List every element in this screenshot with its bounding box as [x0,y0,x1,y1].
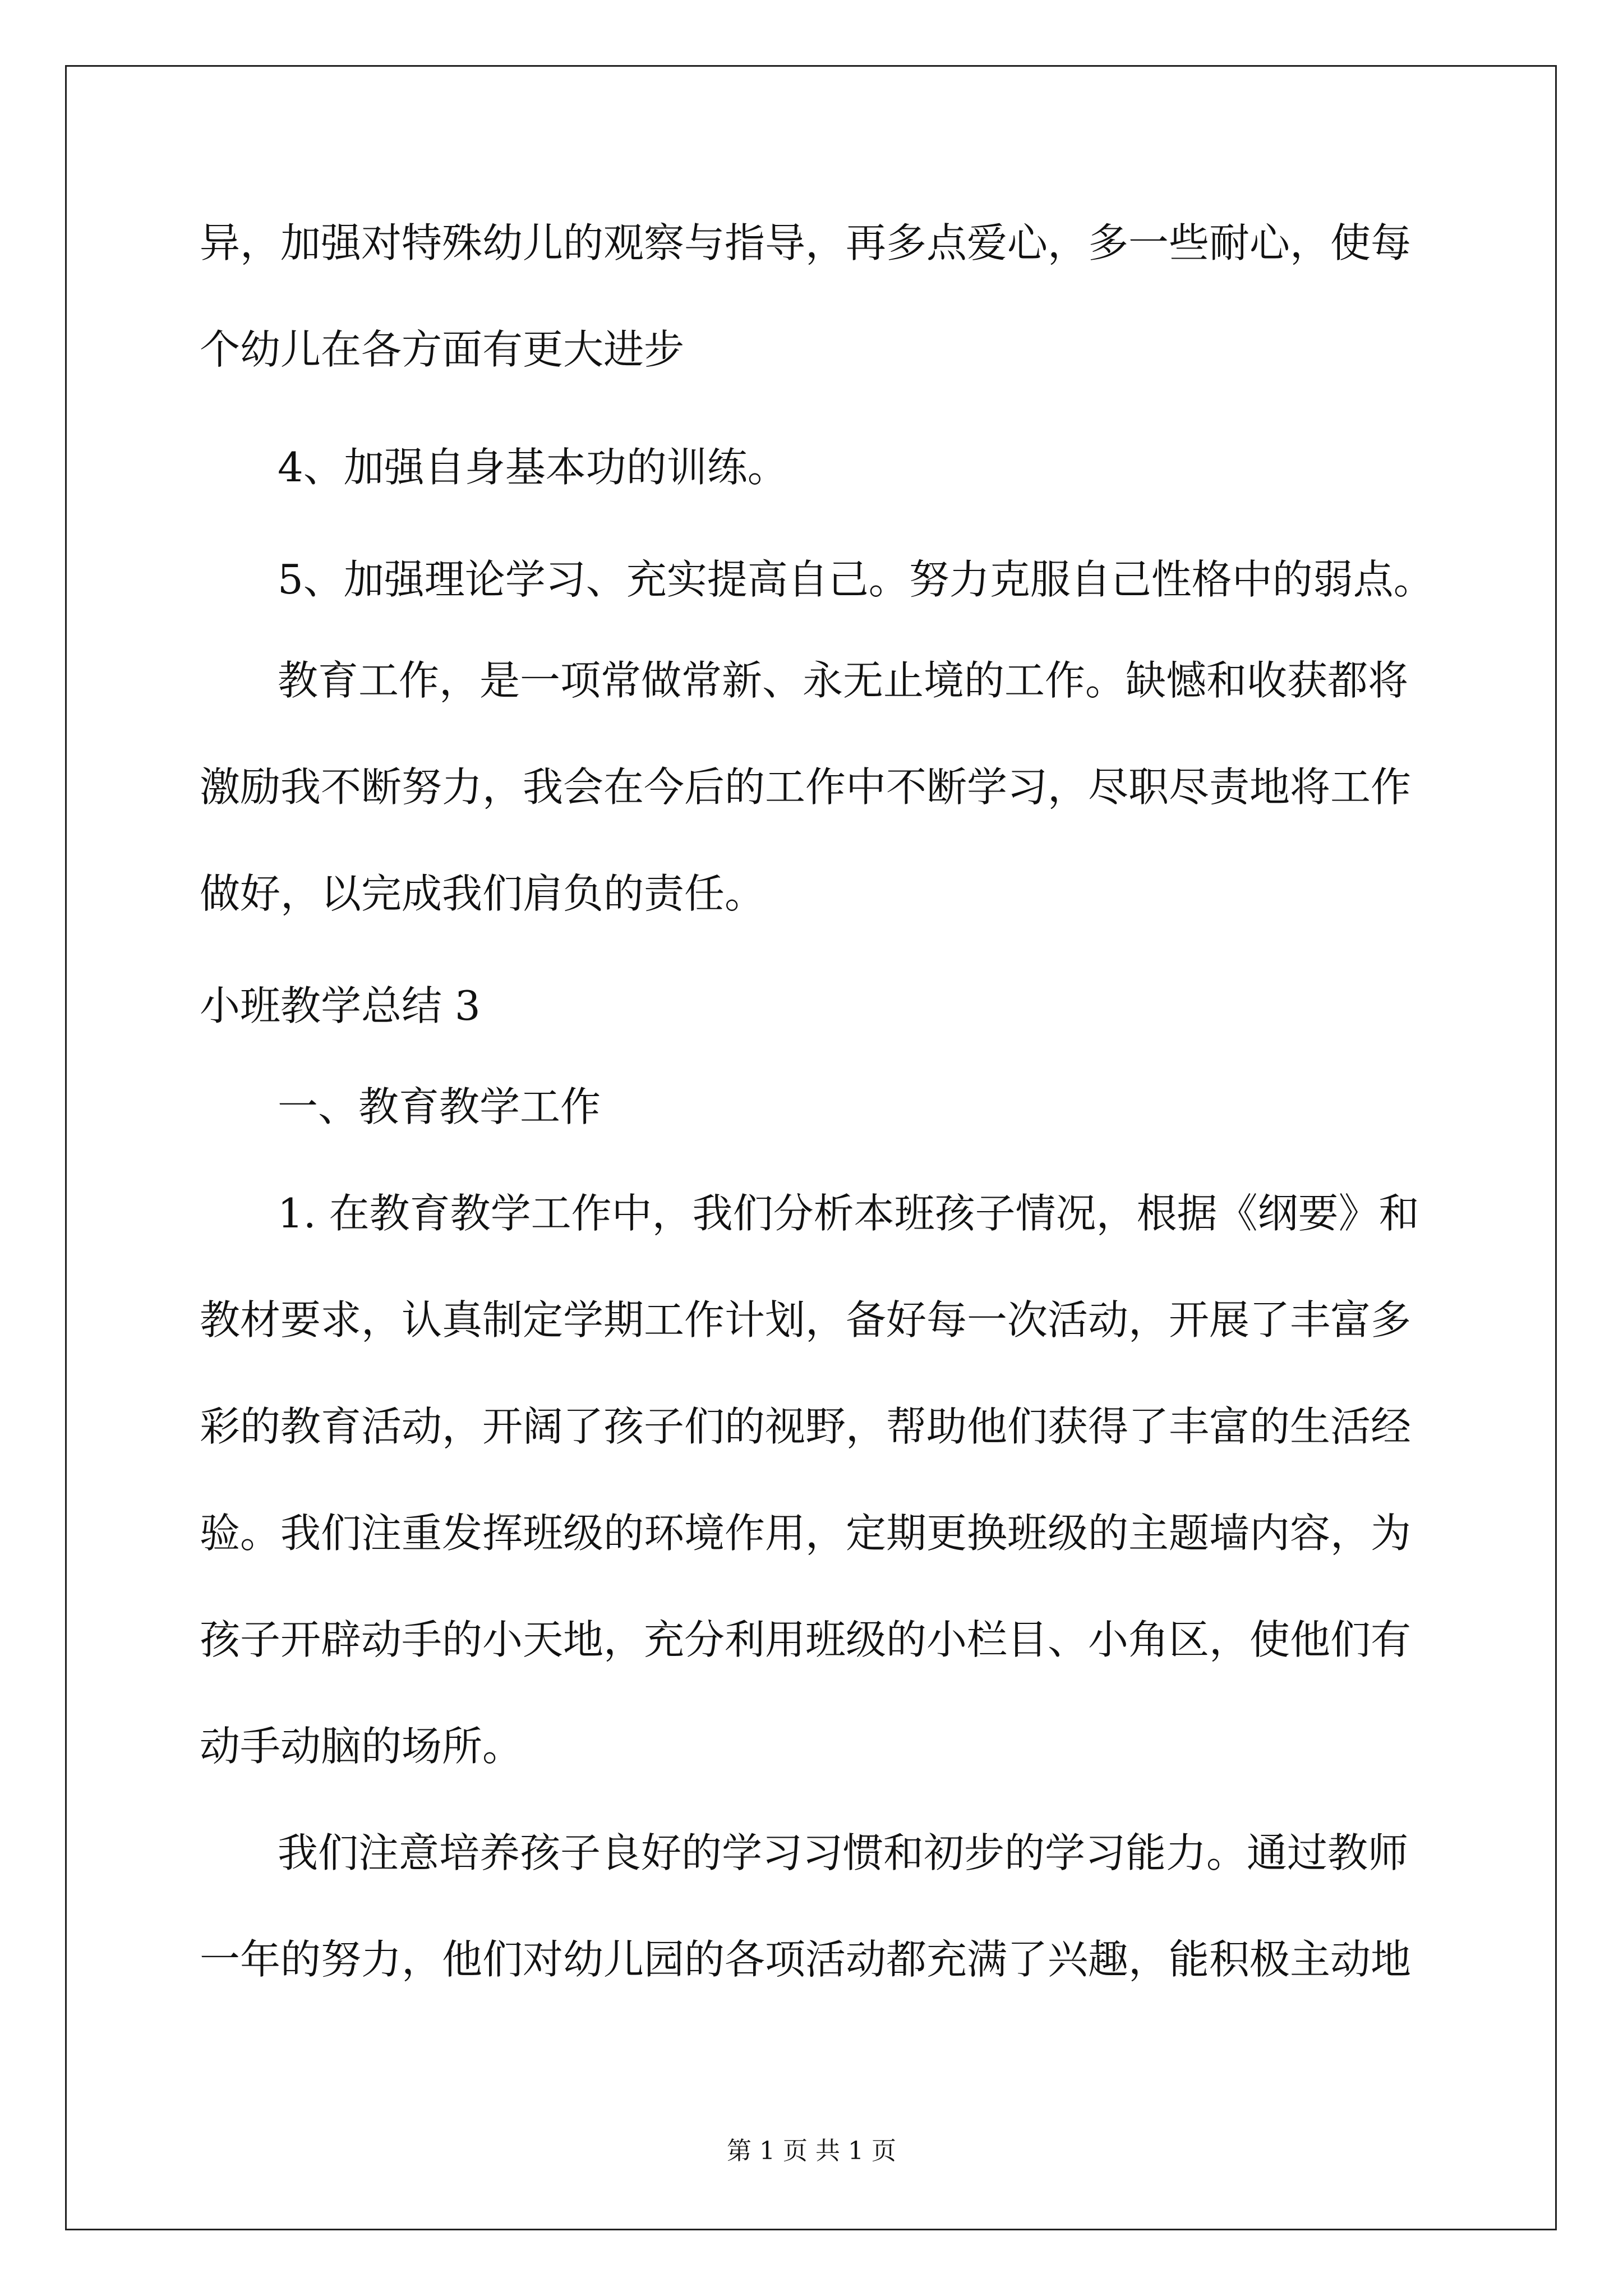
page-footer: 第 1 页 共 1 页 [727,2137,896,2165]
paragraph-line: 验。我们注重发挥班级的环境作用，定期更换班级的主题墙内容，为 [200,1510,1412,1557]
section-heading: 一、教育教学工作 [278,1083,601,1130]
paragraph-line: 个幼儿在各方面有更大进步 [200,326,685,373]
list-item: 5、加强理论学习、充实提高自己。努力克服自己性格中的弱点。 [278,556,1434,603]
paragraph-line: 我们注意培养孩子良好的学习习惯和初步的学习能力。通过教师 [278,1829,1409,1876]
paragraph-line: 一年的努力，他们对幼儿园的各项活动都充满了兴趣，能积极主动地 [200,1936,1412,1983]
paragraph-line: 彩的教育活动，开阔了孩子们的视野，帮助他们获得了丰富的生活经 [200,1403,1412,1450]
paragraph-line: 异，加强对特殊幼儿的观察与指导，再多点爱心，多一些耐心，使每 [200,219,1412,266]
paragraph-line: 孩子开辟动手的小天地，充分利用班级的小栏目、小角区，使他们有 [200,1616,1412,1663]
paragraph-line: 动手动脑的场所。 [200,1723,523,1770]
paragraph-line: 教育工作，是一项常做常新、永无止境的工作。缺憾和收获都将 [278,657,1409,704]
section-title: 小班教学总结 3 [200,982,481,1029]
paragraph-line: 做好，以完成我们肩负的责任。 [200,870,766,917]
page-border [65,65,1557,2230]
paragraph-line: 激励我不断努力，我会在今后的工作中不断学习，尽职尽责地将工作 [200,763,1412,811]
paragraph-line: 1. 在教育教学工作中，我们分析本班孩子情况，根据《纲要》和 [278,1190,1419,1237]
paragraph-line: 教材要求，认真制定学期工作计划，备好每一次活动，开展了丰富多 [200,1296,1412,1343]
list-item: 4、加强自身基本功的训练。 [278,444,788,491]
